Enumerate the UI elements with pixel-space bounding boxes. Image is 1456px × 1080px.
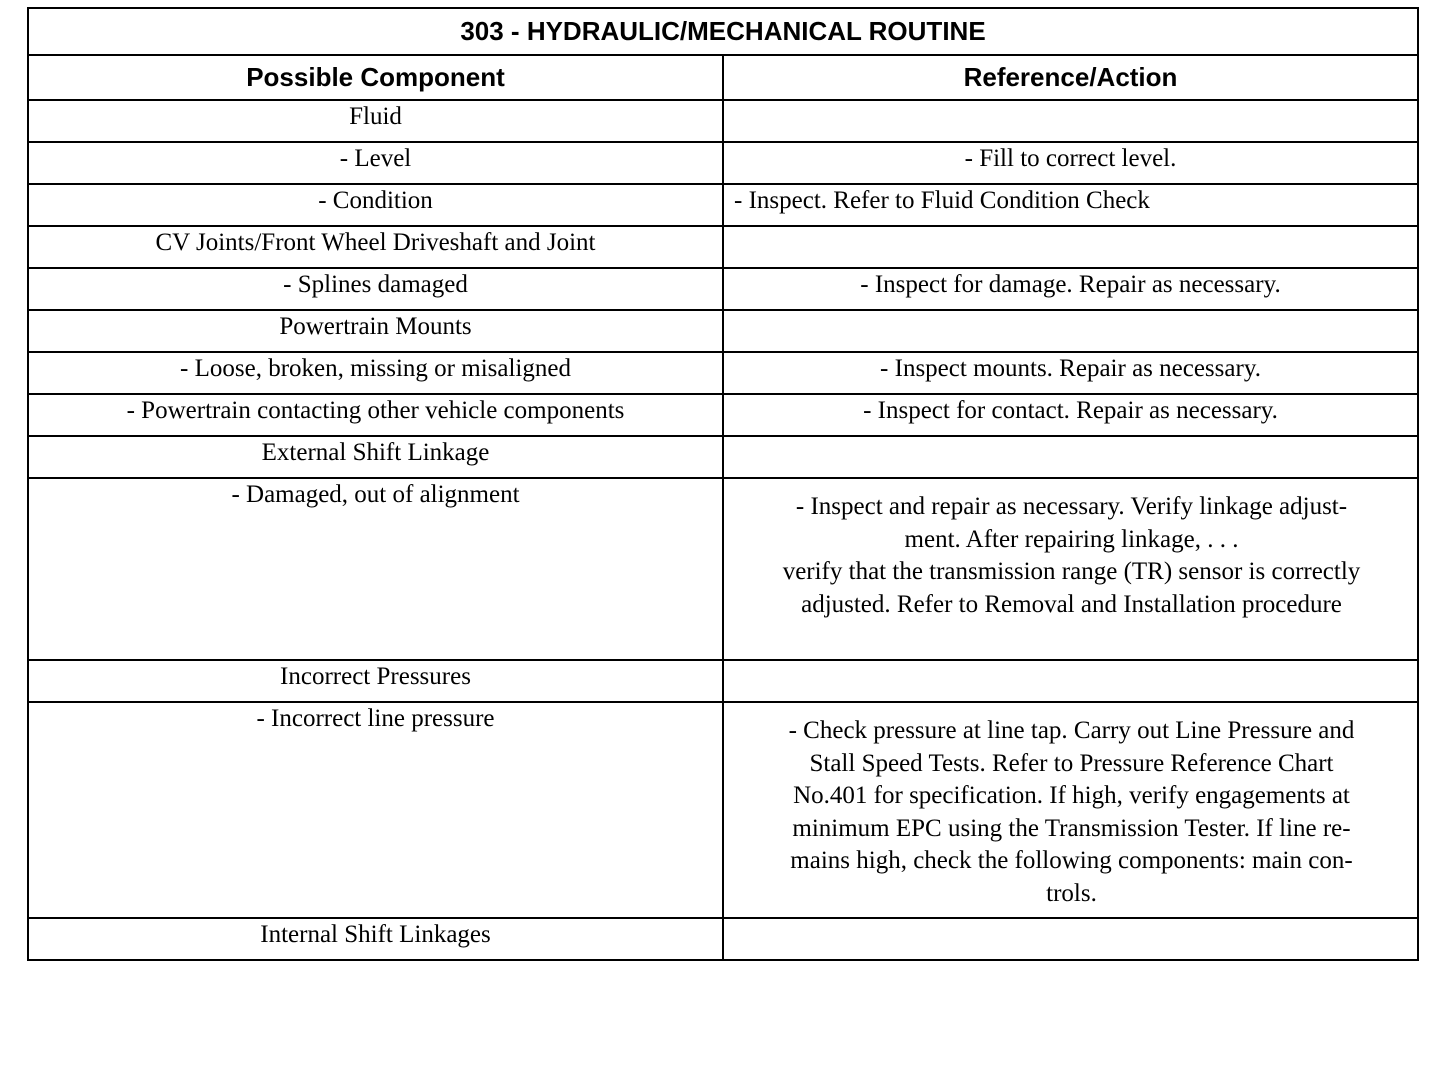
action-cell	[723, 478, 1418, 660]
table-row	[28, 226, 1418, 268]
component-cell: Internal Shift Linkages	[28, 918, 723, 960]
table-row	[28, 394, 1418, 436]
action-cell: - Inspect for damage. Repair as necessary.	[723, 268, 1418, 310]
table-row	[28, 436, 1418, 478]
action-line: No.401 for specification. If high, verify engagements at	[793, 782, 1350, 809]
table-row	[28, 310, 1418, 352]
action-cell	[723, 436, 1418, 478]
action-line: minimum EPC using the Transmission Tester. If line re-	[792, 814, 1351, 842]
action-cell	[723, 310, 1418, 352]
action-cell: - Fill to correct level.	[723, 142, 1418, 184]
table-row	[28, 918, 1418, 960]
header-reference-action: Reference/Action	[723, 55, 1418, 100]
header-possible-component: Possible Component	[28, 55, 723, 100]
header-row	[28, 55, 1418, 100]
component-cell: - Incorrect line pressure	[28, 702, 723, 918]
component-cell: - Loose, broken, missing or misaligned	[28, 352, 723, 394]
action-cell	[723, 702, 1418, 918]
action-cell	[723, 100, 1418, 142]
table-row	[28, 184, 1418, 226]
table-row	[28, 142, 1418, 184]
component-cell: Incorrect Pressures	[28, 660, 723, 702]
title-row	[28, 8, 1418, 55]
table-row	[28, 268, 1418, 310]
component-cell: - Powertrain contacting other vehicle components	[28, 394, 723, 436]
action-cell: - Inspect for contact. Repair as necessary.	[723, 394, 1418, 436]
action-cell	[723, 660, 1418, 702]
component-cell: - Splines damaged	[28, 268, 723, 310]
component-cell: Fluid	[28, 100, 723, 142]
action-line: verify that the transmission range (TR) sensor is correctly	[782, 558, 1361, 585]
table-row	[28, 100, 1418, 142]
component-cell: External Shift Linkage	[28, 436, 723, 478]
component-cell: Powertrain Mounts	[28, 310, 723, 352]
component-cell: - Condition	[28, 184, 723, 226]
action-line: adjusted. Refer to Removal and Installation procedure	[801, 590, 1342, 618]
component-cell: - Level	[28, 142, 723, 184]
action-cell	[723, 226, 1418, 268]
action-cell: - Inspect mounts. Repair as necessary.	[723, 352, 1418, 394]
component-cell: CV Joints/Front Wheel Driveshaft and Joint	[28, 226, 723, 268]
action-line: - Inspect and repair as necessary. Verify linkage adjust-	[795, 493, 1348, 520]
action-line: Stall Speed Tests. Refer to Pressure Reference Chart	[809, 749, 1334, 777]
table-row	[28, 352, 1418, 394]
action-cell	[723, 918, 1418, 960]
action-line: - Check pressure at line tap. Carry out Line Pressure and	[788, 717, 1355, 744]
action-line: trols.	[1046, 879, 1097, 907]
table-row	[28, 660, 1418, 702]
table-title: 303 - HYDRAULIC/MECHANICAL ROUTINE	[28, 8, 1418, 55]
action-line: ment. After repairing linkage, . . .	[904, 525, 1239, 553]
action-line: mains high, check the following components: main con-	[790, 847, 1353, 874]
component-cell: - Damaged, out of alignment	[28, 478, 723, 660]
routine-table	[27, 7, 1419, 961]
table-row	[28, 702, 1418, 918]
action-cell: - Inspect. Refer to Fluid Condition Check	[723, 184, 1418, 226]
table-row	[28, 478, 1418, 660]
